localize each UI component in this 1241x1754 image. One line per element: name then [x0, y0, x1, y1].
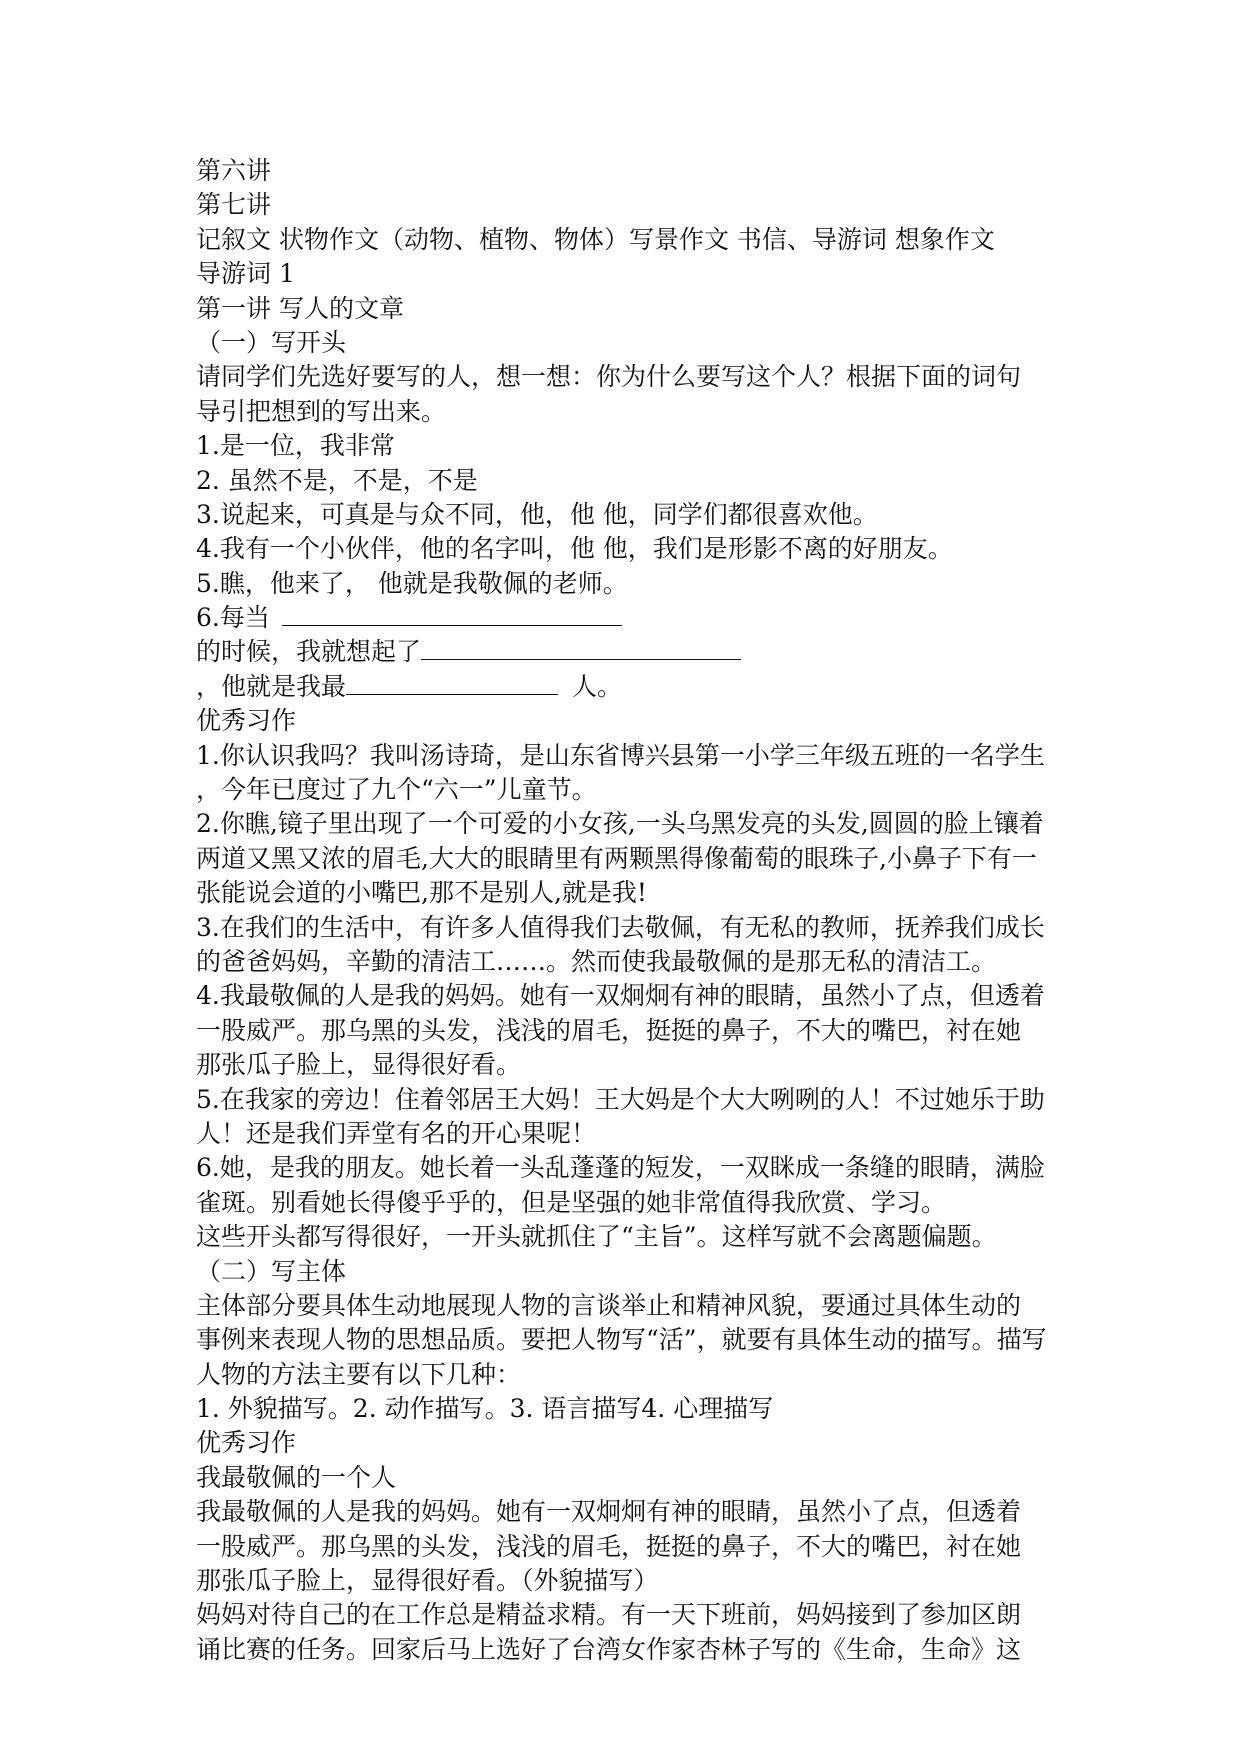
text-line: 1.是一位，我非常 [196, 431, 395, 461]
text-line: 第六讲 [196, 156, 272, 185]
text-line: 记叙文 状物作文（动物、植物、物体）写景作文 书信、导游词 想象作文 [196, 224, 995, 254]
text-line: 两道又黑又浓的眉毛,大大的眼睛里有两颗黑得像葡萄的眼珠子,小鼻子下有一 [196, 843, 1037, 873]
fill-in-blank [282, 601, 622, 626]
text-line: 第七讲 [196, 190, 272, 220]
text-line: （一）写开头 [196, 327, 347, 357]
text-line: 第一讲 写人的文章 [196, 293, 404, 323]
text-line: 6.她，是我的朋友。她长着一头乱蓬蓬的短发，一双眯成一条缝的眼睛，满脸 [196, 1153, 1045, 1183]
text-line: 3.说起来，可真是与众不同，他，他 他，同学们都很喜欢他。 [196, 499, 878, 529]
text-line: （二）写主体 [196, 1256, 347, 1286]
text-line: 的爸爸妈妈，辛勤的清洁工……。然而使我最敬佩的是那无私的清洁工。 [196, 946, 997, 976]
text-line: 5.瞧，他来了， 他就是我敬佩的老师。 [196, 568, 628, 598]
text-line: 导引把想到的写出来。 [196, 396, 447, 426]
fill-in-blank [346, 670, 558, 695]
text-line: 主体部分要具体生动地展现人物的言谈举止和精神风貌，要通过具体生动的 [196, 1290, 1022, 1320]
text-line: 一股威严。那乌黑的头发，浅浅的眉毛，挺挺的鼻子，不大的嘴巴，衬在她 [196, 1531, 1022, 1561]
text-line: 雀斑。别看她长得傻乎乎的，但是坚强的她非常值得我欣赏、学习。 [196, 1187, 947, 1217]
text-line: 张能说会道的小嘴巴,那不是别人,就是我! [196, 878, 647, 908]
text-line: 3.在我们的生活中，有许多人值得我们去敬佩，有无私的教师，抚养我们成长 [196, 912, 1045, 942]
text-line: 2.你瞧,镜子里出现了一个可爱的小女孩,一头乌黑发亮的头发,圆圆的脸上镶着 [196, 809, 1044, 839]
text-line: 优秀习作 [196, 1428, 297, 1458]
text-line: 请同学们先选好要写的人，想一想：你为什么要写这个人？根据下面的词句 [196, 362, 1022, 392]
text-line: 导游词 1 [196, 259, 295, 289]
fill-in-suffix: 人。 [572, 671, 623, 701]
document-lines-bottom [196, 704, 1076, 1667]
text-line: 人物的方法主要有以下几种： [196, 1359, 522, 1389]
text-line: 2. 虽然不是，不是，不是 [196, 465, 478, 495]
text-line: 5.在我家的旁边！住着邻居王大妈！王大妈是个大大咧咧的人！不过她乐于助 [196, 1084, 1045, 1114]
fill-in-prefix: 的时候，我就想起了 [196, 637, 422, 667]
text-line: 4.我有一个小伙伴，他的名字叫，他 他，我们是形影不离的好朋友。 [196, 534, 953, 564]
text-line: 那张瓜子脸上，显得很好看。 [196, 1050, 522, 1080]
fill-in-line-1 [196, 601, 1076, 635]
text-line: 诵比赛的任务。回家后马上选好了台湾女作家杏林子写的《生命，生命》这 [196, 1634, 1022, 1664]
fill-in-line-3 [196, 670, 1076, 704]
text-line: 我最敬佩的一个人 [196, 1462, 397, 1492]
text-line: 妈妈对待自己的在工作总是精益求精。有一天下班前，妈妈接到了参加区朗 [196, 1600, 1022, 1630]
text-line: 这些开头都写得很好，一开头就抓住了“主旨”。这样写就不会离题偏题。 [196, 1222, 997, 1252]
document-page [196, 154, 1076, 1667]
text-line: 优秀习作 [196, 706, 297, 736]
text-line: ，今年已度过了九个“六一”儿童节。 [196, 775, 597, 805]
text-line: 那张瓜子脸上，显得很好看。（外貌描写） [196, 1566, 659, 1596]
text-line: 4.我最敬佩的人是我的妈妈。她有一双炯炯有神的眼睛，虽然小了点，但透着 [196, 981, 1045, 1011]
text-line: 我最敬佩的人是我的妈妈。她有一双炯炯有神的眼睛，虽然小了点，但透着 [196, 1497, 1022, 1527]
fill-in-blank [421, 635, 741, 660]
fill-in-prefix: 6.每当 [196, 603, 270, 633]
text-line: 1. 外貌描写。2. 动作描写。3. 语言描写4. 心理描写 [196, 1394, 774, 1424]
fill-in-line-2 [196, 635, 1076, 669]
document-lines-top [196, 154, 1076, 601]
text-line: 事例来表现人物的思想品质。要把人物写“活”，就要有具体生动的描写。描写 [196, 1325, 1047, 1355]
fill-in-prefix: ，他就是我最 [196, 671, 347, 701]
text-line: 1.你认识我吗？我叫汤诗琦，是山东省博兴县第一小学三年级五班的一名学生 [196, 740, 1045, 770]
text-line: 一股威严。那乌黑的头发，浅浅的眉毛，挺挺的鼻子，不大的嘴巴，衬在她 [196, 1015, 1022, 1045]
text-line: 人！还是我们弄堂有名的开心果呢！ [196, 1118, 597, 1148]
